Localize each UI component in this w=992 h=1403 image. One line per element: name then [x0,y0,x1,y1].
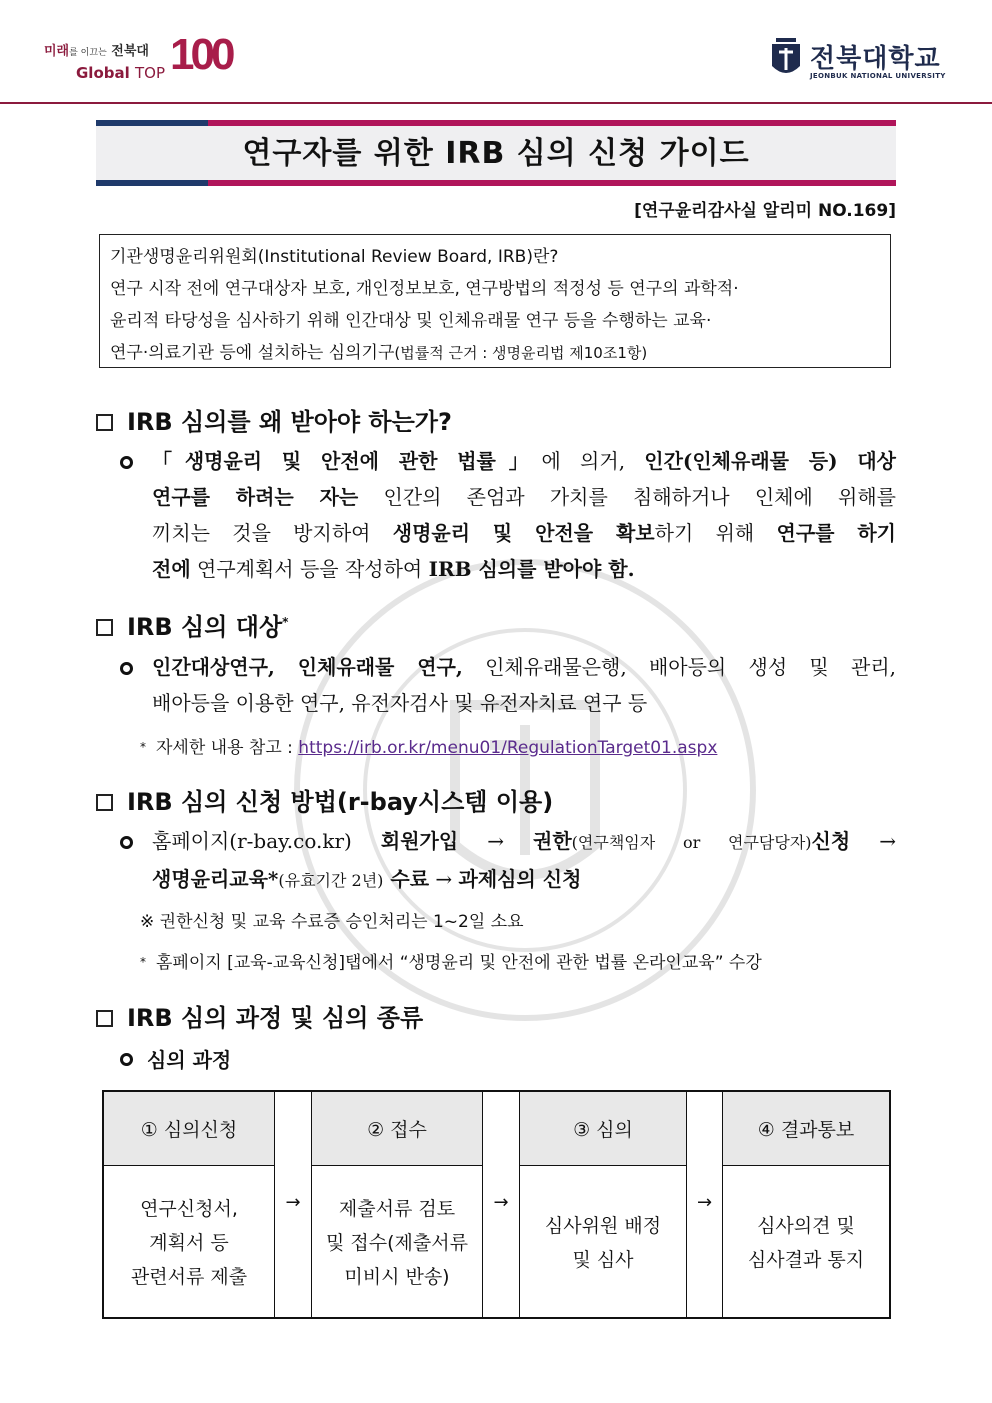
issue-number: [연구윤리감사실 알리미 NO.169] [634,201,896,221]
step-2-title: ② 접수 [312,1092,483,1166]
slogan-red: 미래 [44,44,70,59]
definition-line-2: 연구 시작 전에 연구대상자 보호, 개인정보보호, 연구방법의 적정성 등 연구의 과학적· [110,279,739,299]
section-heading-method: IRB 심의 신청 방법(r-bay시스템 이용) [96,782,553,817]
section-heading-target: IRB 심의 대상* [96,607,288,642]
arrow-right-icon: → [493,1192,509,1213]
title-banner [96,120,896,186]
arrow-1 [275,1092,312,1319]
definition-line-4: 연구·의료기관 등에 설치하는 심의기구(법률적 근거 : 생명윤리법 제10조1항) [110,343,648,363]
slogan-hundred: 100 [170,30,232,79]
university-logo [768,38,953,88]
step-3-body: 심사위원 배정 및 심사 [520,1166,687,1319]
bullet-circle-icon [120,451,147,475]
step-3-title: ③ 심의 [520,1092,687,1166]
slogan-top: TOP [135,64,166,82]
slogan-global: Global [76,64,130,82]
arrow-right-icon: → [696,1192,713,1213]
section2-note: * 자세한 내용 참고 : https://irb.or.kr/menu01/RegulationTarget01.aspx [140,738,718,758]
section-heading-process: IRB 심의 과정 및 심의 종류 [96,998,423,1033]
section3-note-approval: ※ 권한신청 및 교육 수료증 승인처리는 1~2일 소요 [140,912,524,932]
bullet-circle-icon [120,831,147,855]
definition-line-1: 기관생명윤리위원회(Institutional Review Board, IRB)란? [110,247,559,267]
checkbox-square-icon [96,619,113,636]
page-title: 연구자를 위한 IRB 심의 신청 가이드 [242,136,750,171]
step-4-title: ④ 결과통보 [723,1092,889,1166]
process-subheading: 심의 과정 [120,1044,231,1073]
university-name-en: JEONBUK NATIONAL UNIVERSITY [810,72,946,80]
step-4-body: 심사의견 및 심사결과 통지 [747,1214,865,1271]
header-divider [0,102,992,104]
arrow-2 [483,1092,520,1319]
checkbox-square-icon [96,1010,113,1027]
irb-regulation-link[interactable]: https://irb.or.kr/menu01/RegulationTarget01.aspx [298,738,718,758]
section-heading-why: IRB 심의를 왜 받아야 하는가? [96,402,452,437]
slogan-mid: 를 이끄는 [69,48,107,58]
bullet-circle-icon [120,1053,133,1066]
section3-paragraph: 홈페이지(r-bay.co.kr) 회원가입 → 권한(연구책임자 or 연구담당자)신청 → 생명윤리교육*(유효기간 2년) 수료 → 과제심의 신청 [152,829,896,891]
section2-paragraph: 인간대상연구, 인체유래물 연구, 인체유래물은행, 배아등의 생성 및 관리, 배아등을 이용한 연구, 유전자검사 및 유전자치료 연구 등 [152,655,897,715]
definition-line-3: 윤리적 타당성을 심사하기 위해 인간대상 및 인체유래물 연구 등을 수행하는 교육· [110,311,712,331]
arrow-right-icon: → [285,1192,301,1213]
step-1-body: 연구신청서, 계획서 등 관련서류 제출 [104,1166,275,1319]
section1-paragraph: 「생명윤리 및 안전에 관한 법률」에 의거, 인간(인체유래물 등) 대상 연구를 하려는 자는 인간의 존엄과 가치를 침해하거나 인체에 위해를 끼치는 것을 방지하여 생명윤리 및 안전을 확보하기 위해 연구를 하기 전에 연구계획서 등을 작성하여 IRB 심의를 받아야 함. [152,449,896,581]
university-emblem-icon [768,38,804,82]
step-2-body: 제출서류 검토 및 접수(제출서류 미비시 반송) [312,1166,483,1319]
page-header [0,0,992,108]
slogan-univ: 전북대 [111,44,149,59]
step-1-title: ① 심의신청 [104,1092,275,1166]
university-name-ko: 전북대학교 [810,44,941,74]
arrow-3 [687,1092,723,1319]
bullet-circle-icon [120,657,147,681]
checkbox-square-icon [96,414,113,431]
irb-definition-box [99,234,891,368]
global-top100-logo [44,30,244,88]
review-process-table [102,1090,891,1319]
checkbox-square-icon [96,794,113,811]
title-bar-bottom [96,180,896,186]
section3-note-education: * 홈페이지 [교육-교육신청]탭에서 “생명윤리 및 안전에 관한 법률 온라인교육” 수강 [140,953,762,973]
